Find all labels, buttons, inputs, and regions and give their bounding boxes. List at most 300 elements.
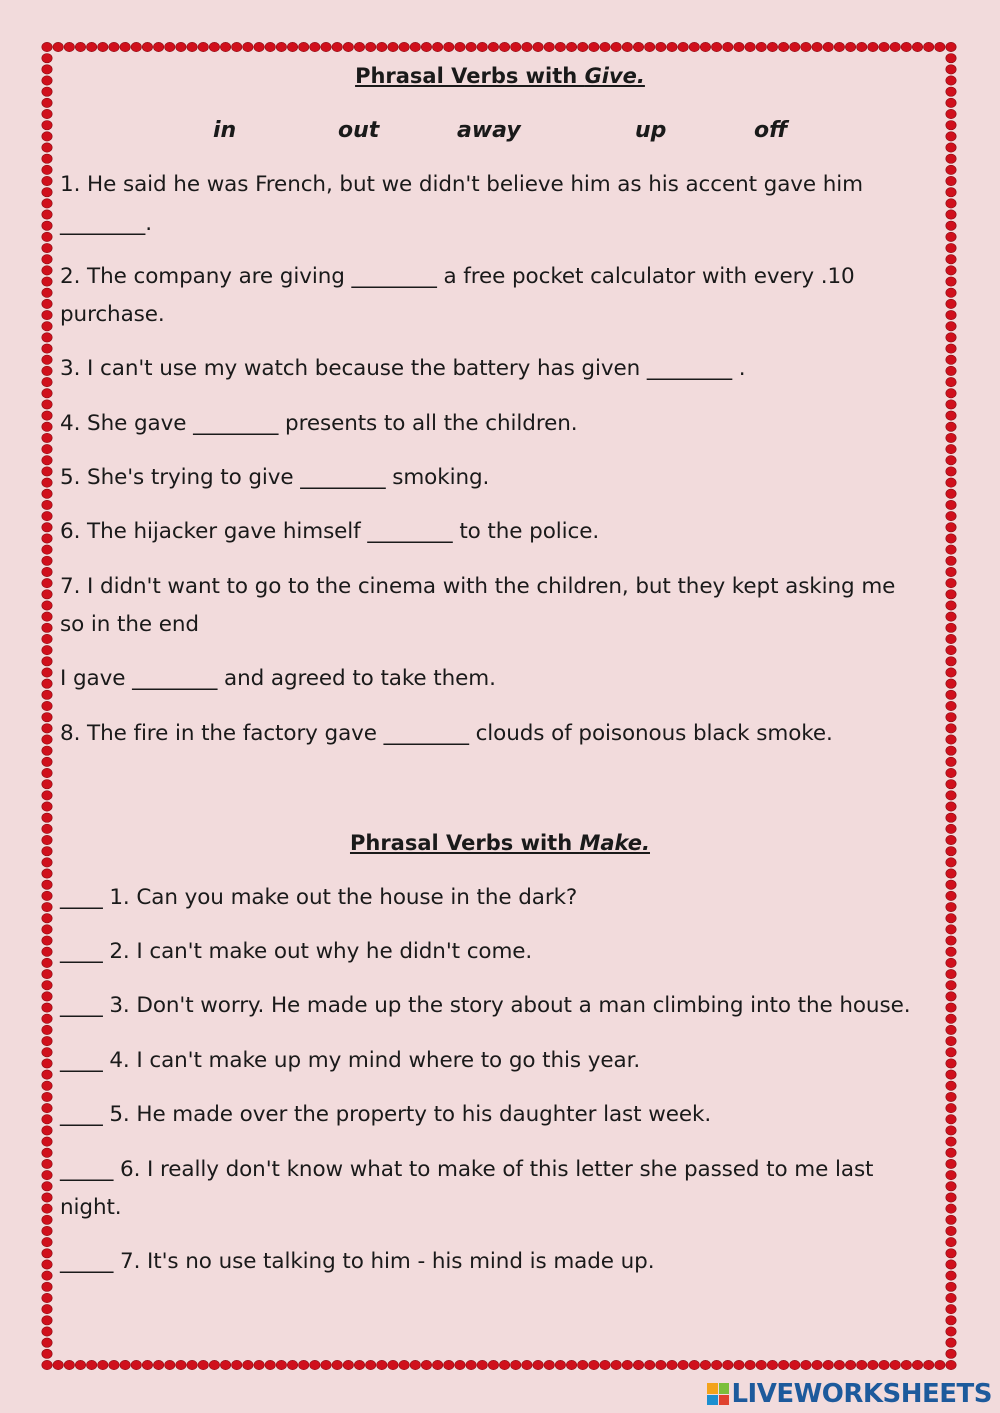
border-dot bbox=[946, 143, 956, 152]
border-dot bbox=[332, 1360, 342, 1369]
border-dot bbox=[700, 42, 710, 51]
border-dot bbox=[946, 567, 956, 576]
border-dot bbox=[946, 154, 956, 163]
border-dot bbox=[946, 1249, 956, 1258]
border-dot bbox=[42, 299, 52, 308]
border-dot bbox=[946, 1260, 956, 1269]
word-bank-item: away bbox=[457, 118, 521, 143]
border-dot bbox=[644, 1360, 654, 1369]
border-dot bbox=[946, 389, 956, 398]
border-dot bbox=[98, 1360, 108, 1369]
border-dot bbox=[723, 42, 733, 51]
border-dot bbox=[410, 42, 420, 51]
border-dot bbox=[53, 42, 63, 51]
border-dot bbox=[198, 42, 208, 51]
border-dot bbox=[42, 232, 52, 241]
border-dot bbox=[823, 1360, 833, 1369]
border-dot bbox=[946, 601, 956, 610]
border-dot bbox=[42, 1126, 52, 1135]
border-dot bbox=[946, 1170, 956, 1179]
border-dot bbox=[42, 500, 52, 509]
border-dot bbox=[544, 1360, 554, 1369]
border-dot bbox=[767, 1360, 777, 1369]
border-dot bbox=[42, 333, 52, 342]
border-dot bbox=[209, 42, 219, 51]
word-bank-item: in bbox=[213, 118, 237, 143]
border-dot bbox=[946, 1148, 956, 1157]
border-dot bbox=[946, 1115, 956, 1124]
border-dot bbox=[42, 243, 52, 252]
border-dot bbox=[946, 87, 956, 96]
border-dot bbox=[745, 42, 755, 51]
border-dot bbox=[946, 1092, 956, 1101]
border-dot bbox=[388, 1360, 398, 1369]
border-dot bbox=[42, 176, 52, 185]
border-dot bbox=[42, 109, 52, 118]
border-dot bbox=[165, 1360, 175, 1369]
border-dot bbox=[511, 42, 521, 51]
border-dot bbox=[499, 1360, 509, 1369]
border-dot bbox=[946, 791, 956, 800]
border-dot bbox=[42, 1193, 52, 1202]
border-dot bbox=[946, 590, 956, 599]
give-question-line: so in the end bbox=[60, 612, 199, 637]
border-dot bbox=[343, 42, 353, 51]
border-dot bbox=[578, 42, 588, 51]
border-dot bbox=[946, 1204, 956, 1213]
border-dot bbox=[946, 1282, 956, 1291]
border-dot bbox=[276, 42, 286, 51]
border-dot bbox=[42, 914, 52, 923]
give-question-line: 1. He said he was French, but we didn't believe him as his accent gave him bbox=[60, 172, 864, 197]
border-dot bbox=[923, 42, 933, 51]
border-dot bbox=[42, 679, 52, 688]
border-dot bbox=[42, 1070, 52, 1079]
give-question-line: 2. The company are giving ________ a free pocket calculator with every .10 bbox=[60, 264, 855, 289]
border-dot bbox=[42, 288, 52, 297]
border-dot bbox=[946, 366, 956, 375]
border-dot bbox=[946, 232, 956, 241]
border-dot bbox=[42, 1159, 52, 1168]
liveworksheets-logo bbox=[707, 1379, 992, 1409]
border-dot bbox=[946, 1003, 956, 1012]
border-dot bbox=[42, 467, 52, 476]
border-dot bbox=[466, 1360, 476, 1369]
border-dot bbox=[42, 310, 52, 319]
border-dot bbox=[321, 42, 331, 51]
border-dot bbox=[477, 42, 487, 51]
border-dot bbox=[399, 42, 409, 51]
border-dot bbox=[946, 299, 956, 308]
border-dot bbox=[42, 1092, 52, 1101]
border-dot bbox=[42, 1226, 52, 1235]
border-dot bbox=[321, 1360, 331, 1369]
border-dot bbox=[946, 377, 956, 386]
border-dot bbox=[946, 199, 956, 208]
border-dot bbox=[499, 42, 509, 51]
border-dot bbox=[187, 42, 197, 51]
border-dot bbox=[946, 780, 956, 789]
border-dot bbox=[42, 768, 52, 777]
border-dot bbox=[187, 1360, 197, 1369]
border-dot bbox=[946, 310, 956, 319]
border-dot bbox=[153, 42, 163, 51]
border-dot bbox=[946, 545, 956, 554]
border-dot bbox=[42, 645, 52, 654]
border-dot bbox=[946, 511, 956, 520]
border-dot bbox=[711, 1360, 721, 1369]
border-dot bbox=[600, 1360, 610, 1369]
border-dot bbox=[276, 1360, 286, 1369]
border-dot bbox=[544, 42, 554, 51]
border-dot bbox=[745, 1360, 755, 1369]
border-dot bbox=[946, 1327, 956, 1336]
border-dot bbox=[42, 958, 52, 967]
border-dot bbox=[42, 947, 52, 956]
border-dot bbox=[42, 523, 52, 532]
border-dot bbox=[131, 1360, 141, 1369]
border-dot bbox=[42, 87, 52, 96]
section-title-make: Phrasal Verbs with Make. bbox=[349, 831, 650, 855]
border-dot bbox=[946, 333, 956, 342]
border-dot bbox=[455, 1360, 465, 1369]
border-dot bbox=[689, 42, 699, 51]
border-dot bbox=[42, 1271, 52, 1280]
border-dot bbox=[946, 456, 956, 465]
border-dot bbox=[946, 813, 956, 822]
border-dot bbox=[946, 266, 956, 275]
border-dot bbox=[901, 1360, 911, 1369]
border-dot bbox=[42, 53, 52, 62]
border-dot bbox=[790, 42, 800, 51]
border-dot bbox=[566, 1360, 576, 1369]
border-dot bbox=[42, 344, 52, 353]
border-dot bbox=[432, 1360, 442, 1369]
border-dot bbox=[946, 802, 956, 811]
border-dot bbox=[946, 1304, 956, 1313]
border-dot bbox=[42, 724, 52, 733]
border-dot bbox=[578, 1360, 588, 1369]
border-dot bbox=[42, 511, 52, 520]
border-dot bbox=[879, 42, 889, 51]
border-dot bbox=[131, 42, 141, 51]
border-dot bbox=[42, 1360, 52, 1369]
border-dot bbox=[946, 1070, 956, 1079]
border-dot bbox=[778, 1360, 788, 1369]
border-dot bbox=[42, 210, 52, 219]
border-dot bbox=[946, 42, 956, 51]
border-dot bbox=[946, 1193, 956, 1202]
border-dot bbox=[42, 1103, 52, 1112]
border-dot bbox=[42, 858, 52, 867]
border-dot bbox=[946, 891, 956, 900]
border-dot bbox=[946, 1103, 956, 1112]
border-dot bbox=[589, 1360, 599, 1369]
section-title-give: Phrasal Verbs with Give. bbox=[355, 64, 645, 88]
border-dot bbox=[946, 422, 956, 431]
border-dot bbox=[64, 1360, 74, 1369]
border-dot bbox=[42, 981, 52, 990]
border-dot bbox=[812, 1360, 822, 1369]
border-dot bbox=[946, 724, 956, 733]
border-dot bbox=[946, 712, 956, 721]
border-dot bbox=[946, 1137, 956, 1146]
border-dot bbox=[946, 746, 956, 755]
border-dot bbox=[946, 645, 956, 654]
border-dot bbox=[120, 1360, 130, 1369]
border-dot bbox=[42, 1014, 52, 1023]
border-dot bbox=[946, 176, 956, 185]
border-dot bbox=[756, 42, 766, 51]
border-dot bbox=[946, 634, 956, 643]
border-dot bbox=[946, 578, 956, 587]
border-dot bbox=[589, 42, 599, 51]
border-dot bbox=[310, 1360, 320, 1369]
border-dot bbox=[946, 1215, 956, 1224]
border-dot bbox=[946, 757, 956, 766]
border-dot bbox=[42, 1338, 52, 1347]
border-dot bbox=[946, 534, 956, 543]
border-dot bbox=[265, 1360, 275, 1369]
border-dot bbox=[946, 165, 956, 174]
border-dot bbox=[946, 914, 956, 923]
border-dot bbox=[42, 791, 52, 800]
border-dot bbox=[42, 902, 52, 911]
border-dot bbox=[946, 1059, 956, 1068]
border-dot bbox=[767, 42, 777, 51]
border-dot bbox=[42, 925, 52, 934]
border-dot bbox=[42, 657, 52, 666]
word-bank-item: up bbox=[635, 118, 667, 143]
border-dot bbox=[42, 266, 52, 275]
border-dot bbox=[912, 1360, 922, 1369]
make-question-line: _____ 6. I really don't know what to make of this letter she passed to me last bbox=[60, 1157, 874, 1182]
border-dot bbox=[778, 42, 788, 51]
border-dot bbox=[946, 858, 956, 867]
border-dot bbox=[399, 1360, 409, 1369]
border-dot bbox=[42, 132, 52, 141]
border-dot bbox=[946, 98, 956, 107]
border-dot bbox=[600, 42, 610, 51]
border-dot bbox=[946, 109, 956, 118]
border-dot bbox=[444, 1360, 454, 1369]
border-dot bbox=[533, 42, 543, 51]
border-dot bbox=[845, 42, 855, 51]
border-dot bbox=[421, 42, 431, 51]
border-dot bbox=[946, 668, 956, 677]
border-dot bbox=[823, 42, 833, 51]
border-dot bbox=[42, 802, 52, 811]
border-dot bbox=[946, 1226, 956, 1235]
border-dot bbox=[868, 1360, 878, 1369]
border-dot bbox=[53, 1360, 63, 1369]
border-dot bbox=[176, 1360, 186, 1369]
border-dot bbox=[42, 891, 52, 900]
border-dot bbox=[42, 422, 52, 431]
border-dot bbox=[42, 534, 52, 543]
border-dot bbox=[254, 1360, 264, 1369]
border-dot bbox=[42, 188, 52, 197]
give-question-line: purchase. bbox=[60, 302, 165, 327]
border-dot bbox=[656, 1360, 666, 1369]
give-question-line: 4. She gave ________ presents to all the children. bbox=[60, 411, 578, 436]
border-dot bbox=[946, 902, 956, 911]
border-dot bbox=[42, 366, 52, 375]
word-bank-item: out bbox=[338, 118, 380, 143]
border-dot bbox=[444, 42, 454, 51]
border-dot bbox=[801, 1360, 811, 1369]
border-dot bbox=[946, 523, 956, 532]
border-dot bbox=[42, 567, 52, 576]
border-dot bbox=[42, 992, 52, 1001]
border-dot bbox=[42, 355, 52, 364]
border-dot bbox=[711, 42, 721, 51]
border-dot bbox=[42, 1148, 52, 1157]
border-dot bbox=[946, 880, 956, 889]
border-dot bbox=[667, 42, 677, 51]
border-dot bbox=[42, 1249, 52, 1258]
border-dot bbox=[64, 42, 74, 51]
border-dot bbox=[678, 1360, 688, 1369]
border-dot bbox=[946, 188, 956, 197]
border-dot bbox=[42, 322, 52, 331]
border-dot bbox=[633, 1360, 643, 1369]
border-dot bbox=[42, 456, 52, 465]
border-dot bbox=[42, 1293, 52, 1302]
border-dot bbox=[845, 1360, 855, 1369]
give-question-line: 6. The hijacker gave himself ________ to the police. bbox=[60, 519, 600, 544]
border-dot bbox=[42, 869, 52, 878]
border-dot bbox=[946, 679, 956, 688]
border-dot bbox=[42, 969, 52, 978]
border-dot bbox=[42, 143, 52, 152]
border-dot bbox=[365, 42, 375, 51]
border-dot bbox=[946, 768, 956, 777]
border-dot bbox=[946, 444, 956, 453]
border-dot bbox=[488, 42, 498, 51]
border-dot bbox=[533, 1360, 543, 1369]
border-dot bbox=[365, 1360, 375, 1369]
border-dot bbox=[42, 1237, 52, 1246]
border-dot bbox=[511, 1360, 521, 1369]
word-bank-item: off bbox=[754, 118, 788, 143]
border-dot bbox=[42, 545, 52, 554]
border-dot bbox=[287, 1360, 297, 1369]
border-dot bbox=[946, 947, 956, 956]
border-dot bbox=[42, 578, 52, 587]
border-dot bbox=[946, 1237, 956, 1246]
border-dot bbox=[42, 255, 52, 264]
border-dot bbox=[946, 1360, 956, 1369]
border-dot bbox=[42, 277, 52, 286]
border-dot bbox=[42, 1316, 52, 1325]
border-dot bbox=[946, 869, 956, 878]
border-dot bbox=[946, 657, 956, 666]
border-dot bbox=[42, 389, 52, 398]
border-dot bbox=[42, 1137, 52, 1146]
border-dot bbox=[678, 42, 688, 51]
border-dot bbox=[198, 1360, 208, 1369]
border-dot bbox=[42, 936, 52, 945]
border-dot bbox=[42, 701, 52, 710]
border-dot bbox=[790, 1360, 800, 1369]
border-dot bbox=[723, 1360, 733, 1369]
border-dot bbox=[243, 42, 253, 51]
border-dot bbox=[42, 1182, 52, 1191]
border-dot bbox=[923, 1360, 933, 1369]
border-dot bbox=[946, 1036, 956, 1045]
border-dot bbox=[42, 199, 52, 208]
border-dot bbox=[432, 42, 442, 51]
border-dot bbox=[42, 1304, 52, 1313]
border-dot bbox=[298, 42, 308, 51]
border-dot bbox=[42, 400, 52, 409]
border-dot bbox=[857, 42, 867, 51]
border-dot bbox=[42, 433, 52, 442]
border-dot bbox=[555, 42, 565, 51]
border-dot bbox=[86, 1360, 96, 1369]
border-dot bbox=[42, 42, 52, 51]
border-dot bbox=[42, 1349, 52, 1358]
border-dot bbox=[946, 1081, 956, 1090]
border-dot bbox=[946, 556, 956, 565]
border-dot bbox=[946, 121, 956, 130]
border-dot bbox=[243, 1360, 253, 1369]
border-dot bbox=[700, 1360, 710, 1369]
border-dot bbox=[868, 42, 878, 51]
border-dot bbox=[42, 221, 52, 230]
border-dot bbox=[466, 42, 476, 51]
border-dot bbox=[142, 42, 152, 51]
border-dot bbox=[42, 1115, 52, 1124]
border-dot bbox=[42, 1215, 52, 1224]
border-dot bbox=[42, 1048, 52, 1057]
border-dot bbox=[42, 590, 52, 599]
border-dot bbox=[354, 42, 364, 51]
border-dot bbox=[946, 243, 956, 252]
border-dot bbox=[946, 1271, 956, 1280]
border-dot bbox=[42, 377, 52, 386]
border-dot bbox=[667, 1360, 677, 1369]
border-dot bbox=[946, 981, 956, 990]
make-question-line: ____ 4. I can't make up my mind where to go this year. bbox=[60, 1048, 641, 1073]
border-dot bbox=[42, 411, 52, 420]
give-question-line: 5. She's trying to give ________ smoking. bbox=[60, 465, 490, 490]
border-dot bbox=[890, 42, 900, 51]
make-question-line: ____ 3. Don't worry. He made up the story about a man climbing into the house. bbox=[60, 993, 911, 1018]
border-dot bbox=[946, 690, 956, 699]
border-dot bbox=[946, 400, 956, 409]
border-dot bbox=[946, 478, 956, 487]
border-dot bbox=[42, 556, 52, 565]
border-dot bbox=[756, 1360, 766, 1369]
border-dot bbox=[946, 467, 956, 476]
border-dot bbox=[42, 712, 52, 721]
border-dot bbox=[298, 1360, 308, 1369]
border-dot bbox=[946, 936, 956, 945]
border-dot bbox=[42, 735, 52, 744]
make-question-line: _____ 7. It's no use talking to him - his mind is made up. bbox=[60, 1249, 655, 1274]
logo-grid-icon bbox=[707, 1383, 729, 1405]
border-dot bbox=[42, 489, 52, 498]
border-dot bbox=[421, 1360, 431, 1369]
border-dot bbox=[42, 1036, 52, 1045]
border-dot bbox=[42, 668, 52, 677]
border-dot bbox=[42, 601, 52, 610]
border-dot bbox=[354, 1360, 364, 1369]
border-dot bbox=[42, 1327, 52, 1336]
border-dot bbox=[946, 1182, 956, 1191]
